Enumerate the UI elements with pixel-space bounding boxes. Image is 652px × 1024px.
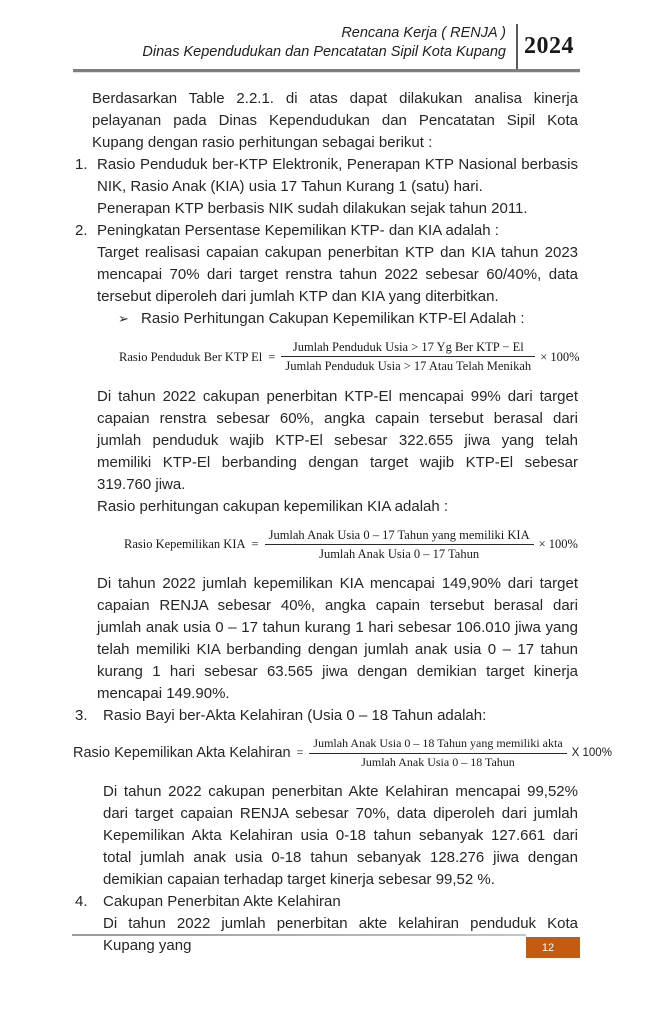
- formula-label: Rasio Penduduk Ber KTP El: [119, 349, 263, 364]
- list-item-body: [103, 781, 578, 891]
- formula-denominator: Jumlah Anak Usia 0 – 17 Tahun: [319, 546, 480, 561]
- footer-rule: [72, 934, 526, 936]
- item3-title: Rasio Bayi ber-Akta Kelahiran (Usia 0 – 18 Tahun adalah:: [103, 707, 487, 724]
- item2-title: Peningkatan Persentase Kepemilikan KTP- dan KIA adalah :: [97, 222, 499, 239]
- header-row: [73, 24, 580, 69]
- formula-fraction: [309, 736, 566, 770]
- formula-akta-kelahiran: [73, 736, 612, 770]
- formula-equals: =: [251, 537, 259, 552]
- list-item-3-continued: [73, 781, 578, 891]
- list-item-body: [97, 220, 578, 705]
- list-item-body: [103, 705, 578, 727]
- list-number: 1.: [75, 156, 88, 173]
- arrow-bullet-icon: ➢: [118, 311, 129, 326]
- sub-bullet: [118, 308, 578, 330]
- list-number: 2.: [75, 222, 88, 239]
- sub-bullet-text: Rasio Perhitungan Cakupan Kepemilikan KTP-El Adalah :: [141, 310, 525, 327]
- document-body: [73, 88, 612, 957]
- formula-fraction: [265, 527, 534, 563]
- item2-paragraph-2: Di tahun 2022 cakupan penerbitan KTP-El mencapai 99% dari target capaian renstra sebesar 60%, angka capain tersebut berasal dari jumlah penduduk wajib KTP-El sebesar 322.655 jiwa yang telah memiliki KTP-El berbanding dengan target wajib KTP-El sebesar 319.760 jiwa.: [97, 387, 578, 493]
- formula-fraction: [281, 339, 535, 375]
- header-title-line1: Rencana Kerja ( RENJA ): [341, 25, 506, 41]
- item3-paragraph: Di tahun 2022 cakupan penerbitan Akte Kelahiran mencapai 99,52% dari target capaian RENJA sebesar 70%, data diperoleh dari jumlah Kepemilikan Akta Kelahiran usia 0-18 tahun sebanyak 127.661 dari total jumlah anak usia 0-18 tahun sebanyak 128.276 jiwa dengan demikian capaian terhadap target kinerja sebesar 99,52 %.: [103, 783, 578, 889]
- formula-label: Rasio Kepemilikan Akta Kelahiran: [73, 744, 291, 761]
- list-item-2: [73, 220, 578, 705]
- list-item-3: [73, 705, 578, 727]
- formula-ktp-el: [119, 339, 578, 375]
- list-number-spacer: [73, 781, 103, 891]
- item2-paragraph-1: Target realisasi capaian cakupan penerbitan KTP dan KIA tahun 2023 mencapai 70% dari target renstra tahun 2022 sebesar 60/40%, data tersebut diperoleh dari jumlah KTP dan KIA yang diterbitkan.: [97, 244, 578, 305]
- list-item-1: [73, 154, 578, 220]
- page-header: [73, 24, 580, 72]
- item2-paragraph-4: Di tahun 2022 jumlah kepemilikan KIA mencapai 149,90% dari target capaian RENJA sebesar 40%, angka capain tersebut berasal dari jumlah anak usia 0 – 17 tahun kurang 1 hari sebesar 106.010 jiwa yang telah memiliki KIA berbanding dengan jumlah anak usia 0 – 17 tahun kurang 1 hari sebesar 63.565 jiwa dengan demikian target kinerja mencapai 149.90%.: [97, 575, 578, 702]
- list-item-body: [103, 891, 578, 957]
- header-title-line2: Dinas Kependudukan dan Pencatatan Sipil Kota Kupang: [142, 44, 506, 60]
- list-item-body: [97, 154, 578, 220]
- formula-denominator: Jumlah Penduduk Usia > 17 Atau Telah Menikah: [285, 359, 532, 374]
- page-number: 12: [541, 941, 555, 954]
- formula-numerator: Jumlah Anak Usia 0 – 17 Tahun yang memiliki KIA: [265, 527, 534, 545]
- item4-title: Cakupan Penerbitan Akte Kelahiran: [103, 893, 341, 911]
- page-number-badge: [526, 937, 580, 958]
- formula-denominator: Jumlah Anak Usia 0 – 18 Tahun: [361, 754, 515, 769]
- formula-multiplier: × 100%: [540, 349, 580, 364]
- header-year: 2024: [524, 33, 574, 59]
- header-rule: [73, 69, 580, 72]
- item2-paragraph-3: Rasio perhitungan cakupan kepemilikan KIA adalah :: [97, 497, 449, 515]
- formula-kia: [124, 527, 578, 563]
- list-number: 3.: [75, 707, 88, 724]
- formula-equals: =: [268, 349, 276, 364]
- formula-multiplier: × 100%: [538, 537, 578, 552]
- list-number: 4.: [75, 893, 88, 911]
- formula-multiplier: X 100%: [571, 746, 612, 759]
- intro-paragraph: Berdasarkan Table 2.2.1. di atas dapat dilakukan analisa kinerja pelayanan pada Dinas Kependudukan dan Pencatatan Sipil Kota Kupang dengan rasio perhitungan sebagai berikut :: [92, 90, 578, 151]
- list-item-4: [73, 891, 578, 957]
- formula-numerator: Jumlah Penduduk Usia > 17 Yg Ber KTP − El: [281, 339, 535, 357]
- formula-numerator: Jumlah Anak Usia 0 – 18 Tahun yang memiliki akta: [309, 736, 566, 754]
- item4-paragraph: Di tahun 2022 jumlah penerbitan akte kelahiran penduduk Kota Kupang yang: [103, 915, 578, 955]
- item1-paragraph-2: Penerapan KTP berbasis NIK sudah dilakukan sejak tahun 2011.: [97, 200, 528, 217]
- formula-equals: =: [296, 745, 304, 760]
- item1-paragraph-1: Rasio Penduduk ber-KTP Elektronik, Penerapan KTP Nasional berbasis NIK, Rasio Anak (KIA) usia 17 Tahun Kurang 1 (satu) hari.: [97, 156, 578, 195]
- header-titles: [142, 24, 506, 69]
- formula-label: Rasio Kepemilikan KIA: [124, 537, 246, 552]
